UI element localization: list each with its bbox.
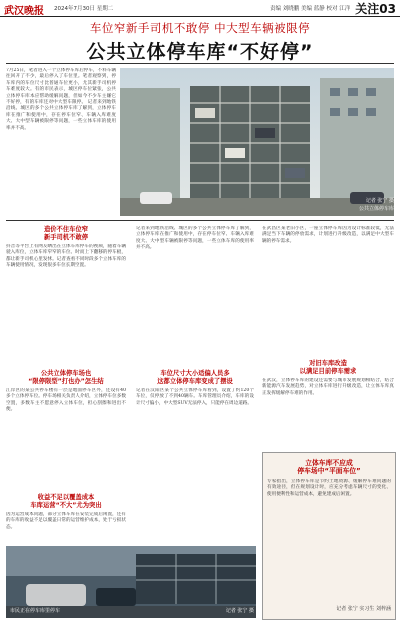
section-heading-2: 公共立体停车场也 “限停限型”打也办”怎生结 [28,370,104,385]
section-heading-4: 车位尺寸大小适偏人员多 这都立体停车库变成了摆设 [157,370,233,385]
top-photo-caption: 公共立体停车库 [358,206,394,212]
garage-photo-illustration [120,68,394,216]
section-body-1: 抖音等平台上有网友晒出在立体车库停车的视频，随着车辆驶入库位，立体车库窄窄的车位、时而上下翻移的停车板，都让新手司机心里发怵。记者查看不同时段多个立体车库的车辆使用情况，发现很多车位长期空置。 [6,244,126,269]
section-heading-3: 收益不足以覆盖成本 车库运营“不大”尤为突出 [30,494,102,509]
bottom-photo-credit: 记者 张宁 摄 [225,608,254,614]
section-heading-5: 对旧车库改造 以满足目前停车需求 [299,360,357,375]
side-box-body: 专家指出，立体停车库是节约土地资源、缓解停车难问题的有效途径，但在规划设计时，应充分考虑车辆尺寸的变化、使用便利性和运营成本，避免建成后闲置。 [267,479,391,497]
masthead [0,0,400,17]
section-body-2: 江岸区的某公共停车楼有一层是地面停车区外，还设有40多个立体停车位。停车场相关负责人介绍，立体停车位多数空置，多数车主不愿意停入立体车位，担心刮擦和进出不便。 [6,388,126,413]
side-box [262,452,396,620]
section-body-4: 记者在汉阳区某个公共立体停车库看到，设置了约120个车位，仅停放了不到40辆车。车库管理员介绍，车库的设计尺寸偏小，中大型SUV无法停入，只能停在周边道路。 [136,388,254,406]
section-label: 关注03 [355,2,396,16]
section-body-3: 因为运营成本问题，部分立体车库在安装完成后闲置，还有的车库的收益不足以覆盖日常的运营维护成本，处于亏损状态。 [6,512,126,530]
top-photo-credit: 记者 张宁 摄 [365,198,394,204]
editors-line: 责编 刘晓鹏 美编 蓝静 校对 江洋 [270,6,351,12]
side-box-heading: 立体车库不应成 停车场中“平面车位” [297,459,361,475]
section-body-5: 在武汉，立体停车库的建设还需要与城市发展规划相结合，结合新能源汽车发展趋势，对立体车库进行升级改造，让立体车库真正发挥缓解停车难的作用。 [262,378,394,396]
paper-logo: 武汉晚报 [4,6,44,17]
section-divider [6,220,394,221]
article-title: 公共立体停车库“不好停” [86,41,314,63]
section-heading-1: 造价不住车位窄 新手司机不敢停 [43,226,89,241]
column-3-body: 在武昌区某老旧小区，一座立体停车库因为设计标准较低，无法满足当下车辆的停放需求，计划进行升级改造，以满足中大型车辆的停车需求。 [262,226,394,244]
issue-date: 2024年7月30日 星期二 [54,6,114,12]
bottom-photo-caption: 市民正在停车库里停车 [10,608,61,614]
title-divider [6,63,394,64]
column-2-body: 记者来到地铁沿线、城区的多个公共立体停车库了解到，立体停车库在推广和使用中，存在停车位窄、车辆入库难度大、大中型车辆被限停等问题，一些立体车库的使用率并不高。 [136,226,254,251]
lead-paragraph: 7月25日，笔者进入一个立体停车库后停车，不料车辆往回开了不少，最后停入了车位里。笔者观察到，停车库内的车位尺寸比普通车位更小，尤其新手司机停车难度较大。有的市民表示，城区停车位紧张，公共立体停车库本应帮助缓解问题，但如今不少车主嫌它不好停，有的车库还对中大型车限停。 记者来到地铁沿线、城区的多个公共立体停车库了解到，立体停车库在推广和使用中，存在停车位窄、车辆入库难度大、大中型车辆被限停等问题，一些立体车库的使用率并不高。 [6,68,116,131]
article-subtitle: 车位窄新手司机不敢停 中大型车辆被限停 [89,21,311,35]
footer-credit: 记者 张宁 实习生 刘梓涵 [336,606,391,612]
parking-garage-photo [120,68,394,216]
